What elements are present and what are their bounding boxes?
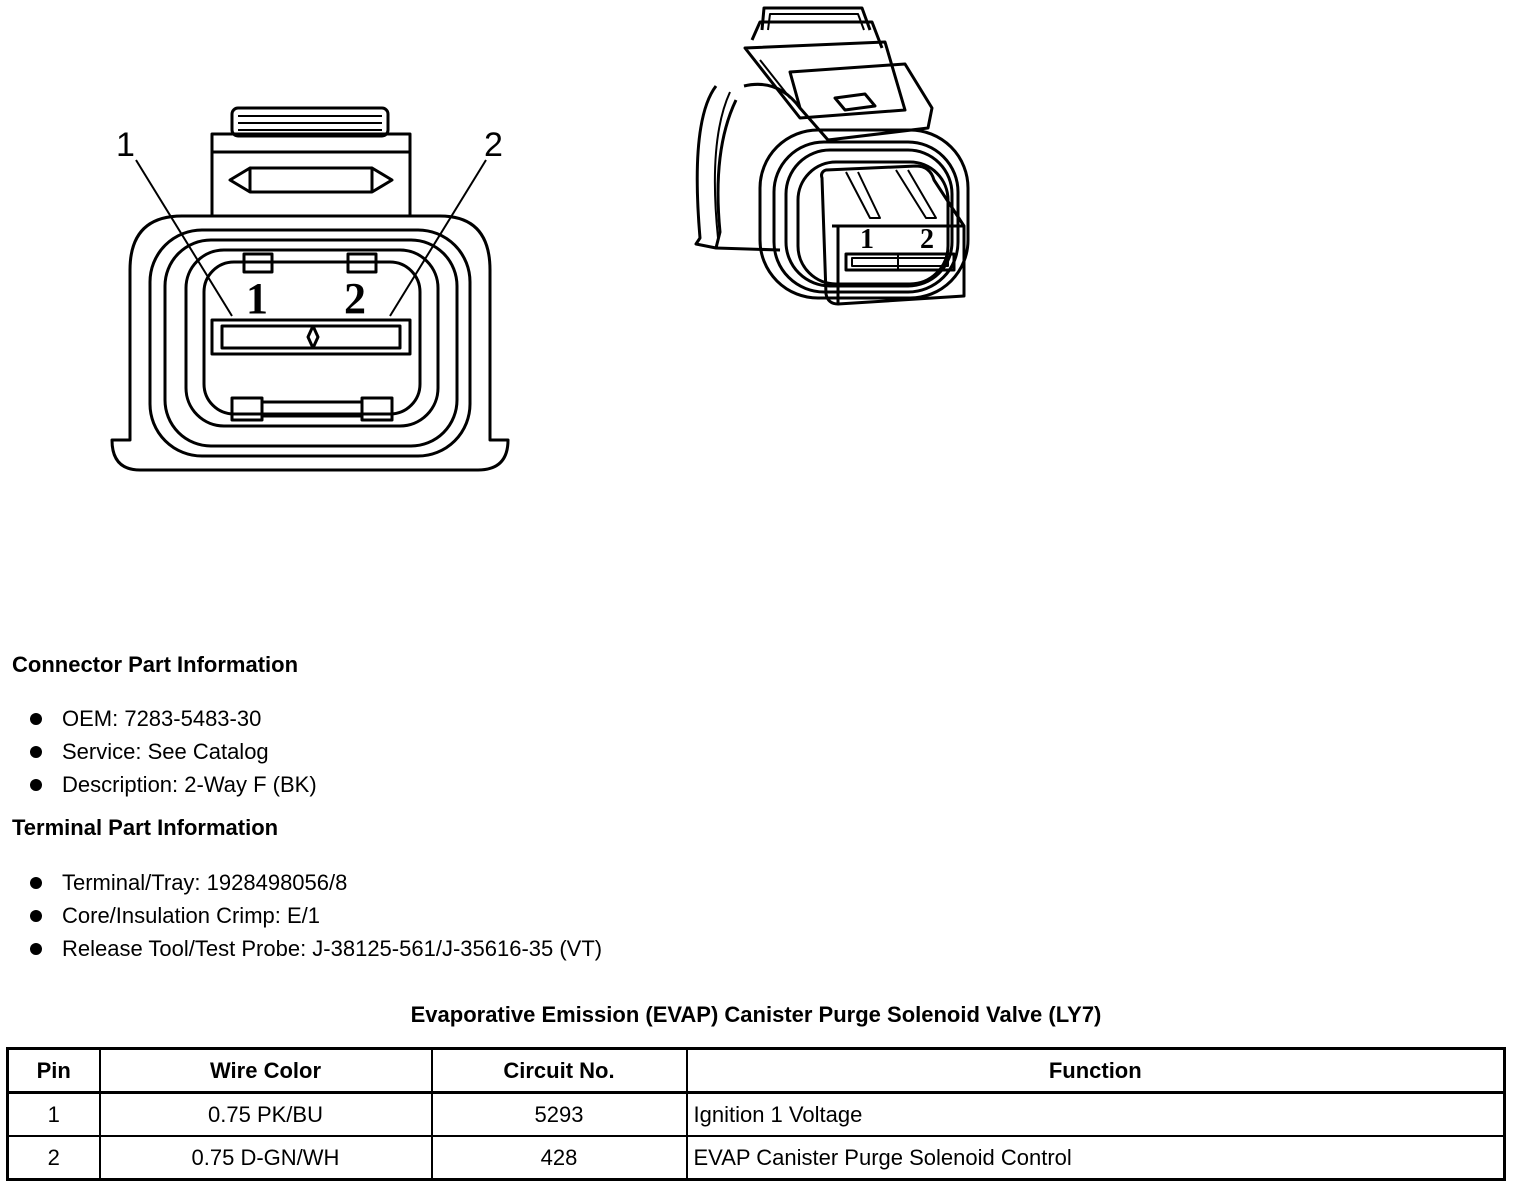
connector-front-view: [112, 108, 508, 470]
cell-circuit-no: 5293: [432, 1093, 687, 1137]
header-circuit-no: Circuit No.: [432, 1049, 687, 1093]
header-pin: Pin: [8, 1049, 100, 1093]
connector-description: Description: 2-Way F (BK): [62, 772, 317, 797]
iso-cavity-1-mark: 1: [860, 224, 874, 255]
terminal-tray: Terminal/Tray: 1928498056/8: [62, 870, 348, 895]
list-item: [30, 768, 317, 801]
list-item: [30, 866, 602, 899]
table-row: [8, 1136, 1505, 1180]
cell-function: Ignition 1 Voltage: [687, 1093, 1505, 1137]
cell-wire-color: 0.75 PK/BU: [100, 1093, 432, 1137]
cell-pin: 2: [8, 1136, 100, 1180]
list-item: [30, 932, 602, 965]
bullet-icon: [30, 746, 42, 758]
terminal-release-tool: Release Tool/Test Probe: J-38125-561/J-35616-35 (VT): [62, 936, 603, 961]
connector-info-list: [30, 702, 317, 801]
header-wire-color: Wire Color: [100, 1049, 432, 1093]
terminal-info-heading: Terminal Part Information: [12, 815, 279, 840]
cavity-1-mark: 1: [246, 274, 268, 323]
connector-service: Service: See Catalog: [62, 739, 269, 764]
cell-function: EVAP Canister Purge Solenoid Control: [687, 1136, 1505, 1180]
list-item: [30, 702, 317, 735]
bullet-icon: [30, 713, 42, 725]
table-row: [8, 1093, 1505, 1137]
cell-circuit-no: 428: [432, 1136, 687, 1180]
terminal-info-list: [30, 866, 602, 965]
iso-cavity-2-mark: 2: [920, 224, 934, 255]
cavity-2-mark: 2: [344, 274, 366, 323]
bullet-icon: [30, 910, 42, 922]
cell-pin: 1: [8, 1093, 100, 1137]
pinout-table: [6, 1047, 1506, 1181]
terminal-crimp: Core/Insulation Crimp: E/1: [62, 903, 320, 928]
list-item: [30, 735, 317, 768]
connector-oem: OEM: 7283-5483-30: [62, 706, 262, 731]
callout-2-label: 2: [484, 126, 503, 164]
bullet-icon: [30, 779, 42, 791]
list-item: [30, 899, 602, 932]
table-header-row: [8, 1049, 1505, 1093]
connector-info-heading: Connector Part Information: [12, 652, 299, 677]
table-title: Evaporative Emission (EVAP) Canister Purge Solenoid Valve (LY7): [410, 1002, 1102, 1027]
connector-iso-view: [696, 8, 968, 304]
bullet-icon: [30, 877, 42, 889]
cell-wire-color: 0.75 D-GN/WH: [100, 1136, 432, 1180]
bullet-icon: [30, 943, 42, 955]
header-function: Function: [687, 1049, 1505, 1093]
callout-1-label: 1: [116, 126, 135, 164]
